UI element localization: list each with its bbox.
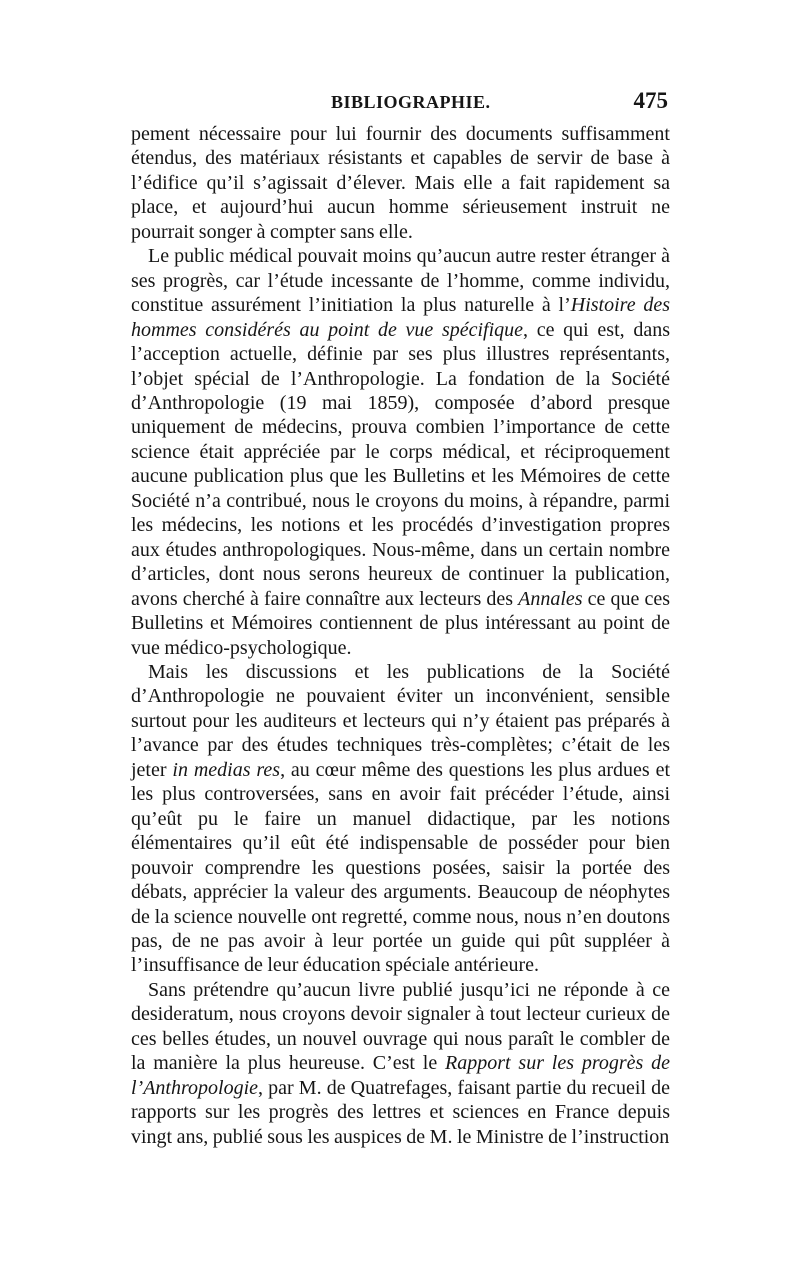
book-page <box>131 88 670 1149</box>
italic-title: Rapport sur les progrès de l’Anthropologie <box>131 1052 671 1099</box>
italic-phrase: in medias res <box>172 758 281 781</box>
text-segment: Mais les discussions et les publications de la Société d’Anthropologie ne pouvaient éviter un inconvénient, sensible surtout pour les auditeurs et lecteurs qui n’y étaient pas préparés à l’avance par des études techniques très-complètes; c’était de les jeter <box>131 660 670 781</box>
paragraph-continuation <box>131 122 670 244</box>
text-segment: , au cœur même des questions les plus ardues et les plus controversées, sans en avoir fait précéder l’étude, ainsi qu’eût pu le faire un manuel didactique, par les notions élémentaires qu’il eût été indispensable de posséder pour bien pouvoir comprendre les questions posées, saisir la portée des débats, apprécier la valeur des arguments. Beaucoup de néophytes de la science nouvelle ont regretté, comme nous, nous n’en doutons pas, de ne pas avoir à leur portée un guide qui pût suppléer à l’insuffisance de leur éducation spéciale antérieure. <box>131 758 670 977</box>
running-head <box>131 88 670 122</box>
paragraph <box>131 978 670 1149</box>
text-segment: , ce qui est, dans l’acception actuelle, définie par ses plus illustres représentants, l’objet spécial de l’Anthropologie. La fondation de la Société d’Anthropologie (19 mai 1859), composée d’abord presque uniquement de médecins, prouva combien l’importance de cette science était appréciée par le corps médical, et réciproquement aucune publication plus que les Bulletins et les Mémoires de cette Société n’a contribué, nous le croyons du moins, à répandre, parmi les médecins, les notions et les procédés d’investigation propres aux études anthropologiques. Nous-même, dans un certain nombre d’articles, dont nous serons heureux de continuer la publication, avons cherché à faire connaître aux lecteurs des <box>131 318 670 610</box>
body-text <box>131 122 670 1149</box>
italic-title: Histoire des hommes considérés au point de vue spécifique <box>131 294 670 341</box>
paragraph <box>131 244 670 660</box>
text-segment: Le public médical pouvait moins qu’aucun autre rester étranger à ses progrès, car l’étude incessante de l’homme, comme individu, constitue assurément l’initiation la plus naturelle à l’ <box>131 245 670 317</box>
italic-title: Annales <box>518 587 583 610</box>
text-segment: Sans prétendre qu’aucun livre publié jusqu’ici ne réponde à ce desideratum, nous croyons devoir signaler à tout lecteur curieux de ces belles études, un nouvel ouvrage qui nous paraît le combler de la manière la plus heureuse. C’est le <box>131 978 670 1075</box>
paragraph <box>131 660 670 978</box>
page-number: 475 <box>633 88 668 113</box>
text-segment: , par M. de Quatrefages, faisant partie du recueil de rapports sur les progrès des lettres et sciences en France depuis vingt ans, publié sous les auspices de M. le Ministre de l’instruction <box>131 1076 670 1148</box>
text-segment: ce que ces Bulletins et Mémoires contiennent de plus intéressant au point de vue médico-psychologique. <box>131 587 670 659</box>
text-segment: pement nécessaire pour lui fournir des documents suffisamment étendus, des matériaux résistants et capables de servir de base à l’édifice qu’il s’agissait d’élever. Mais elle a fait rapidement sa place, et aujourd’hui aucun homme sérieusement instruit ne pourrait songer à compter sans elle. <box>131 123 670 243</box>
running-title: BIBLIOGRAPHIE. <box>331 92 491 112</box>
